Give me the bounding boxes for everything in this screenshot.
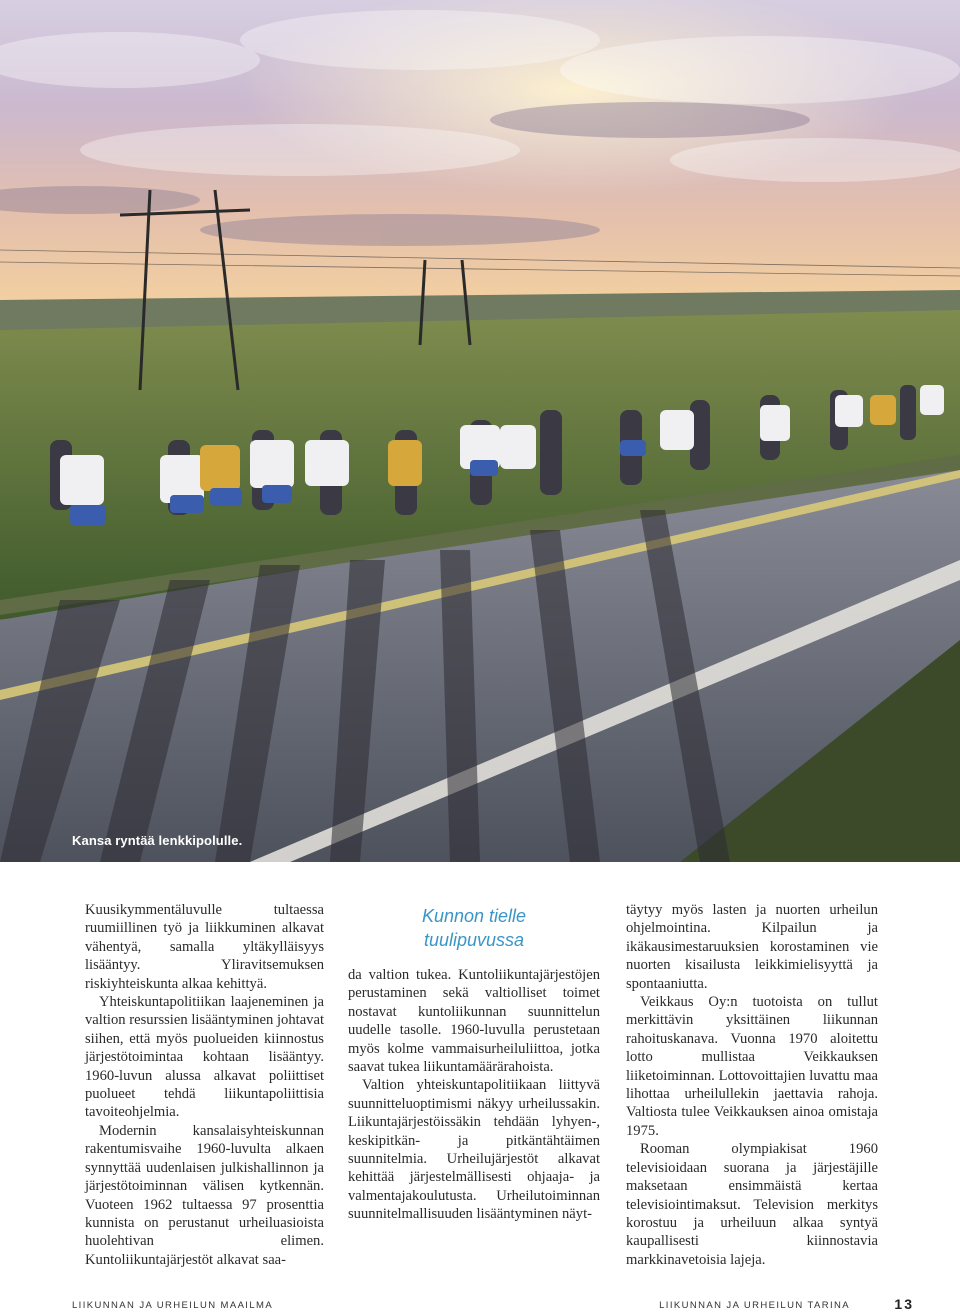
paragraph: Rooman olympiakisat 1960 televisioidaan suorana ja järjestäjille maksetaan ensimmäistä kertaa televisiointimaksut. Television merkitys korostuu ja urheiluun alkaa syntyä kaupallisesti kiinnostavia markkinavetoisia lajeja.: [626, 1141, 878, 1268]
photo-caption: Kansa ryntää lenkkipolulle.: [72, 833, 243, 848]
page-number: 13: [894, 1296, 914, 1312]
paragraph: Yhteiskuntapolitiikan laajeneminen ja valtion resurssien lisääntyminen johtavat siihen, että myös puolueiden kiinnostus järjestötoimintaa kohtaan lisääntyy. 1960-luvun alussa alkavat poliittiset puolueet tehdä liikuntapoliittisia tavoiteohjelmia.: [85, 994, 324, 1121]
paragraph: täytyy myös lasten ja nuorten urheilun ohjelmointina. Kilpailun ja ikäkausimestaruuksien korostaminen vie nuorten kisailusta leikkimielisyyttä ja spontaaniutta.: [626, 902, 878, 992]
paragraph: Veikkaus Oy:n tuotoista on tullut merkittävin yksittäinen liikunnan rahoituskanava. Vuonna 1970 aloitettu lotto mullistaa Veikkauksen liiketoiminnan. Lottovoittajien luvattu maa lihottaa urheilullekin jaettavia rahoja. Valtiosta tulee Veikkauksen ainoa omistaja 1975.: [626, 994, 878, 1139]
section-heading-line-2: tuulipuvussa: [423, 930, 525, 950]
text-column-1: [85, 901, 324, 1269]
paragraph: Kuusikymmentäluvulle tultaessa ruumiillinen työ ja liikkuminen alkavat vähentyä, samalla yltäkylläisyys lisääntyy. Yliravitsemuksen riskiyhteiskunta alkaa kehittyä.: [85, 902, 324, 992]
text-column-2: [348, 900, 600, 1224]
footer-left-title: LIIKUNNAN JA URHEILUN MAAILMA: [72, 1300, 274, 1311]
paragraph: Valtion yhteiskuntapolitiikaan liittyvä suunnitteluoptimismi näkyy urheilussakin. Liikuntajärjestöissäkin tehdään lyhyen-, keskipitkän- ja pitkäntähtäimen suunnitelmia. Urheilujärjestöt alkavat kehittää järjestelmällisesti ohjaaja- ja valmentajakoulutusta. Urheilutoiminnan suunnitelmallisuuden lisääntyminen näyt-: [348, 1077, 600, 1223]
section-heading-line-1: Kunnon tielle: [421, 906, 527, 926]
footer-right-title: LIIKUNNAN JA URHEILUN TARINA: [659, 1300, 850, 1311]
paragraph: Modernin kansalaisyhteiskunnan rakentumisvaihe 1960-luvulta alkaen synnyttää uudenlaisen julkishallinnon ja järjestötoiminnan välisen kytkennän. Vuoteen 1962 tultaessa 97 prosenttia kunnista on perustanut urheiluasioista huolehtivan elimen. Kuntoliikuntajärjestöt alkavat saa-: [85, 1122, 324, 1268]
paragraph: da valtion tukea. Kuntoliikuntajärjestöjen perustaminen sekä valtiolliset toimet nostavat kuntoliikunnan suunnittelun uudelle tasolle. 1960-luvulla perustetaan myös kolme vammaisurheiluliittoa, jotka saavat tukea liikuntamäärärahoista.: [348, 967, 600, 1076]
text-column-3: [626, 901, 878, 1269]
section-heading: [348, 904, 600, 952]
